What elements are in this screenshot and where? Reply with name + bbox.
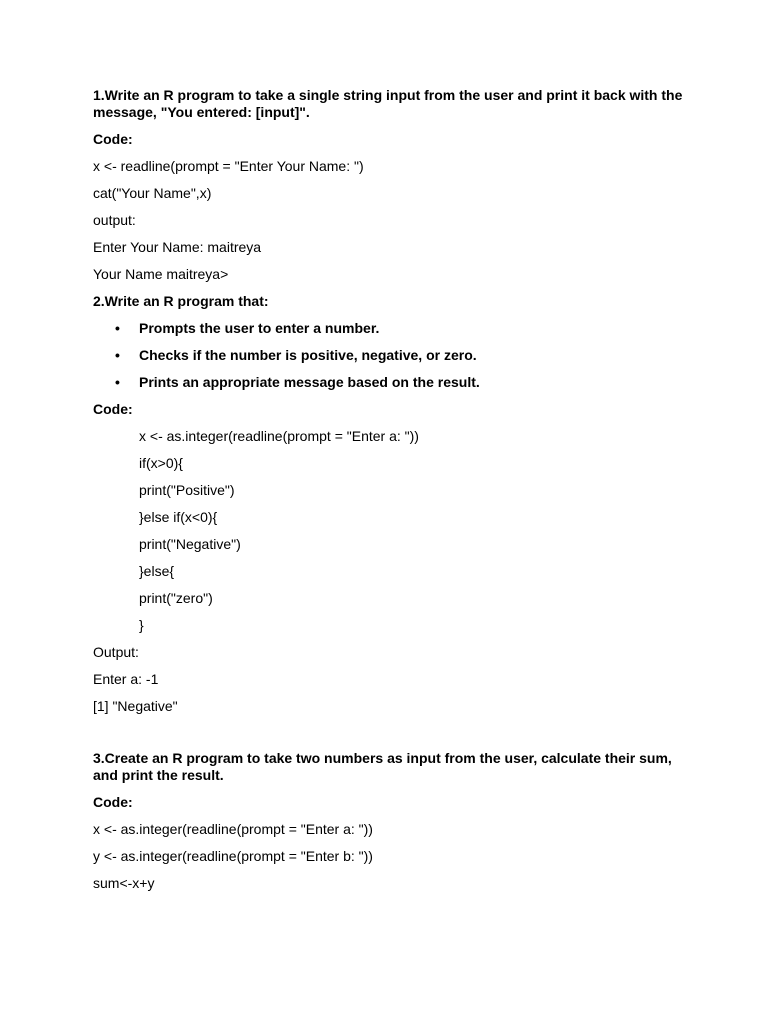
q3-code-label: Code:: [93, 794, 133, 810]
q2-title: 2.Write an R program that:: [93, 293, 269, 309]
q1-code-label: Code:: [93, 131, 133, 147]
q2-output-label: Output:: [93, 644, 139, 660]
q3-code-line-1: x <- as.integer(readline(prompt = "Enter a: ")): [93, 821, 373, 837]
q2-code-label: Code:: [93, 401, 133, 417]
q2-code-line-3: print("Positive"): [139, 482, 235, 498]
q2-bullet-1: • Prompts the user to enter a number.: [93, 320, 683, 337]
q1-output-line-2: Your Name maitreya>: [93, 266, 229, 282]
q2-code-line-4: }else if(x<0){: [139, 509, 218, 525]
q2-code-line-2: if(x>0){: [139, 455, 183, 471]
q2-code-line-6: }else{: [139, 563, 175, 579]
q1-code-line-1: x <- readline(prompt = "Enter Your Name: "): [93, 158, 364, 174]
q1-output-line-1: Enter Your Name: maitreya: [93, 239, 262, 255]
q2-code-line-7: print("zero"): [139, 590, 213, 606]
q3-title: 3.Create an R program to take two numbers as input from the user, calculate their sum, and print the result.: [93, 750, 672, 783]
q2-bullet-3: • Prints an appropriate message based on the result.: [93, 374, 683, 391]
q2-output-line-2: [1] "Negative": [93, 698, 178, 714]
document-content: [93, 87, 683, 892]
q1-output-label: output:: [93, 212, 136, 228]
q1-code-line-2: cat("Your Name",x): [93, 185, 212, 201]
q1-title: 1.Write an R program to take a single string input from the user and print it back with the message, "You entered: [input]".: [93, 87, 683, 120]
q2-code-line-1: x <- as.integer(readline(prompt = "Enter a: ")): [139, 428, 419, 444]
q2-bullet-list: [93, 320, 683, 391]
q2-output-line-1: Enter a: -1: [93, 671, 159, 687]
q3-code-line-3: sum<-x+y: [93, 875, 155, 891]
q2-bullet-2: • Checks if the number is positive, negative, or zero.: [93, 347, 683, 364]
q3-code-line-2: y <- as.integer(readline(prompt = "Enter b: ")): [93, 848, 373, 864]
q2-code-line-5: print("Negative"): [139, 536, 241, 552]
q2-code-line-8: }: [139, 617, 144, 633]
